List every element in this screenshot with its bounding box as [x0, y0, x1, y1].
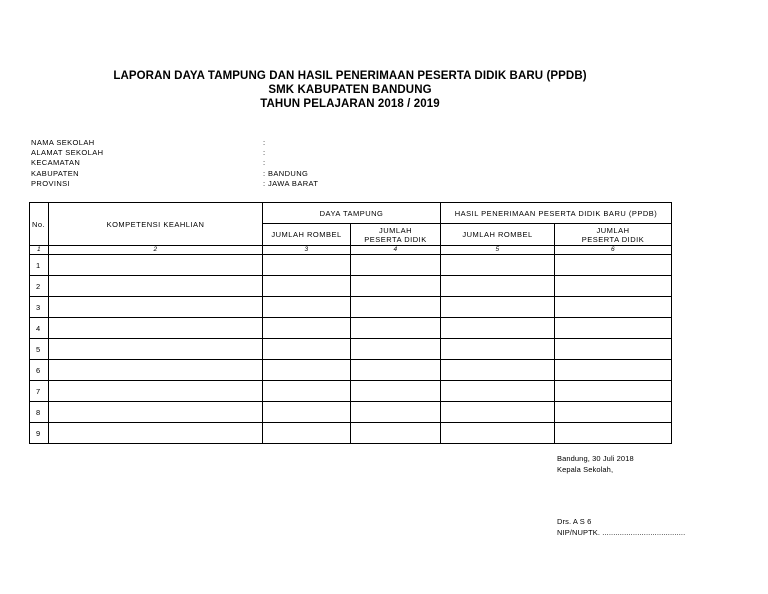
signature-role: Kepala Sekolah, — [557, 465, 614, 474]
cell-kompetensi — [49, 381, 263, 402]
table-row — [30, 381, 672, 402]
row-number: 6 — [30, 360, 49, 381]
subheader-rombel-daya: JUMLAH ROMBEL — [263, 224, 351, 246]
cell-rombel-hasil — [441, 297, 555, 318]
cell-kompetensi — [49, 360, 263, 381]
cell-rombel-hasil — [441, 360, 555, 381]
info-label: PROVINSI — [31, 178, 71, 188]
cell-peserta-hasil — [555, 360, 672, 381]
cell-peserta-hasil — [555, 423, 672, 444]
column-index: 1 — [30, 246, 49, 255]
cell-peserta-hasil — [555, 297, 672, 318]
cell-peserta-hasil — [555, 276, 672, 297]
cell-peserta-hasil — [555, 339, 672, 360]
cell-peserta-daya — [351, 318, 441, 339]
cell-peserta-daya — [351, 381, 441, 402]
header-no: No. — [30, 203, 49, 246]
cell-peserta-hasil — [555, 318, 672, 339]
cell-peserta-daya — [351, 255, 441, 276]
subheader-peserta-line2: PESERTA DIDIK — [581, 234, 645, 244]
info-label: ALAMAT SEKOLAH — [31, 148, 104, 158]
subheader-rombel-hasil: JUMLAH ROMBEL — [441, 224, 555, 246]
cell-rombel-daya — [263, 318, 351, 339]
row-number: 3 — [30, 297, 49, 318]
column-index-row — [30, 246, 672, 255]
cell-rombel-daya — [263, 381, 351, 402]
cell-rombel-daya — [263, 402, 351, 423]
signature-name: Drs. A S 6 — [557, 517, 592, 526]
signature-place-date: Bandung, 30 Juli 2018 — [557, 454, 634, 463]
table-row — [30, 318, 672, 339]
cell-rombel-hasil — [441, 339, 555, 360]
cell-rombel-daya — [263, 423, 351, 444]
cell-kompetensi — [49, 339, 263, 360]
column-index: 2 — [49, 246, 263, 255]
cell-peserta-daya — [351, 339, 441, 360]
table-row — [30, 360, 672, 381]
cell-kompetensi — [49, 423, 263, 444]
cell-rombel-hasil — [441, 423, 555, 444]
row-number: 8 — [30, 402, 49, 423]
cell-kompetensi — [49, 255, 263, 276]
cell-rombel-daya — [263, 297, 351, 318]
info-value: : JAWA BARAT — [263, 178, 319, 188]
report-year: TAHUN PELAJARAN 2018 / 2019 — [260, 98, 440, 110]
info-label: NAMA SEKOLAH — [31, 138, 95, 147]
subheader-peserta-hasil — [555, 224, 672, 246]
table-row — [30, 255, 672, 276]
info-value: : — [263, 148, 266, 158]
cell-rombel-daya — [263, 276, 351, 297]
table-header-row — [30, 203, 672, 224]
row-number: 9 — [30, 423, 49, 444]
cell-peserta-daya — [351, 276, 441, 297]
cell-rombel-hasil — [441, 276, 555, 297]
column-index: 4 — [351, 246, 441, 255]
cell-kompetensi — [49, 276, 263, 297]
report-title: LAPORAN DAYA TAMPUNG DAN HASIL PENERIMAAN PESERTA DIDIK BARU (PPDB) — [113, 70, 587, 82]
cell-peserta-daya — [351, 297, 441, 318]
cell-kompetensi — [49, 402, 263, 423]
info-value: : — [263, 158, 266, 168]
header-kompetensi: KOMPETENSI KEAHLIAN — [49, 203, 263, 246]
subheader-peserta-daya — [351, 224, 441, 246]
table-row — [30, 297, 672, 318]
table-row — [30, 402, 672, 423]
cell-rombel-hasil — [441, 381, 555, 402]
report-subtitle: SMK KABUPATEN BANDUNG — [268, 84, 432, 96]
subheader-peserta-line1: JUMLAH — [596, 225, 630, 235]
cell-peserta-hasil — [555, 402, 672, 423]
row-number: 1 — [30, 255, 49, 276]
table-row — [30, 339, 672, 360]
cell-rombel-daya — [263, 339, 351, 360]
cell-rombel-daya — [263, 255, 351, 276]
table-row — [30, 276, 672, 297]
cell-peserta-daya — [351, 360, 441, 381]
row-number: 2 — [30, 276, 49, 297]
column-index: 5 — [441, 246, 555, 255]
cell-peserta-hasil — [555, 381, 672, 402]
cell-kompetensi — [49, 318, 263, 339]
cell-rombel-hasil — [441, 318, 555, 339]
table-row — [30, 423, 672, 444]
column-index: 3 — [263, 246, 351, 255]
subheader-peserta-line2: PESERTA DIDIK — [364, 234, 427, 244]
info-value: : — [263, 138, 266, 147]
cell-kompetensi — [49, 297, 263, 318]
row-number: 7 — [30, 381, 49, 402]
cell-rombel-hasil — [441, 402, 555, 423]
info-value: : BANDUNG — [263, 168, 309, 178]
ppdb-table — [29, 202, 672, 444]
column-index: 6 — [555, 246, 672, 255]
cell-peserta-daya — [351, 423, 441, 444]
signature-nip: NIP/NUPTK. ...................................... — [557, 528, 686, 537]
info-label: KABUPATEN — [31, 168, 79, 178]
cell-rombel-daya — [263, 360, 351, 381]
header-hasil-penerimaan: HASIL PENERIMAAN PESERTA DIDIK BARU (PPDB) — [441, 203, 672, 224]
header-daya-tampung: DAYA TAMPUNG — [263, 203, 441, 224]
row-number: 4 — [30, 318, 49, 339]
cell-peserta-hasil — [555, 255, 672, 276]
info-label: KECAMATAN — [31, 158, 81, 168]
cell-rombel-hasil — [441, 255, 555, 276]
subheader-peserta-line1: JUMLAH — [378, 225, 412, 235]
cell-peserta-daya — [351, 402, 441, 423]
row-number: 5 — [30, 339, 49, 360]
